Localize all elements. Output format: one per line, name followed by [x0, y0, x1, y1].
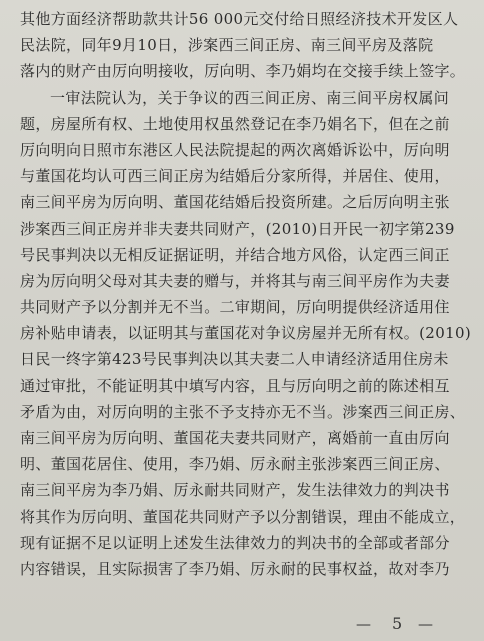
text-line: 落内的财产由厉向明接收，厉向明、李乃娟均在交接手续上签字。: [20, 62, 466, 81]
text-line: 其他方面经济帮助款共计56 000元交付给日照经济技术开发区人: [20, 10, 459, 28]
text-line: 共同财产予以分割并无不当。二审期间，厉向明提供经济适用住: [20, 298, 450, 317]
paragraph-start-line: 一审法院认为，关于争议的西三间正房、南三间平房权属问: [50, 88, 450, 107]
text-line: 明、董国花居住、使用，李乃娟、厉永耐主张涉案西三间正房、: [20, 455, 450, 474]
text-line: 南三间平房为李乃娟、厉永耐共同财产，发生法律效力的判决书: [20, 481, 450, 500]
text-line: 内容错误，且实际损害了李乃娟、厉永耐的民事权益，故对李乃: [20, 559, 450, 578]
text-line: 现有证据不足以证明上述发生法律效力的判决书的全部或者部分: [20, 533, 450, 552]
text-line: 房为厉向明父母对其夫妻的赠与，并将其与南三间平房作为夫妻: [20, 271, 450, 290]
text-line: 号民事判决以无相反证据证明，并结合地方风俗，认定西三间正: [20, 245, 450, 264]
text-line: 与董国花均认可西三间正房为结婚后分家所得，并居住、使用，: [20, 167, 450, 186]
text-line: 南三间平房为厉向明、董国花结婚后投资所建。之后厉向明主张: [20, 193, 450, 212]
text-line: 日民一终字第423号民事判决以其夫妻二人申请经济适用住房未: [20, 350, 449, 369]
text-line: 民法院，同年9月10日，涉案西三间正房、南三间平房及落院: [20, 36, 434, 55]
text-line: 矛盾为由，对厉向明的主张不予支持亦无不当。涉案西三间正房、: [20, 402, 466, 421]
page-footer: [0, 612, 484, 636]
footer-dash-right: —: [418, 615, 433, 633]
text-line: 房补贴申请表，以证明其与董国花对争议房屋并无所有权。(2010): [20, 324, 472, 343]
text-line: 南三间平房为厉向明、董国花夫妻共同财产，离婚前一直由厉向: [20, 429, 450, 447]
text-line: 题，房屋所有权、土地使用权虽然登记在李乃娟名下，但在之前: [20, 114, 450, 133]
footer-dash-left: —: [356, 615, 371, 633]
text-line: 通过审批，不能证明其中填写内容，且与厉向明之前的陈述相互: [20, 376, 450, 395]
page-number: 5: [392, 614, 403, 633]
text-line: 涉案西三间正房并非夫妻共同财产，(2010)日开民一初字第239: [20, 219, 455, 238]
judgment-text: [20, 6, 476, 582]
text-line: 将其作为厉向明、董国花共同财产予以分割错误，理由不能成立，: [20, 507, 466, 526]
text-line: 厉向明向日照市东港区人民法院提起的两次离婚诉讼中，厉向明: [20, 140, 450, 159]
